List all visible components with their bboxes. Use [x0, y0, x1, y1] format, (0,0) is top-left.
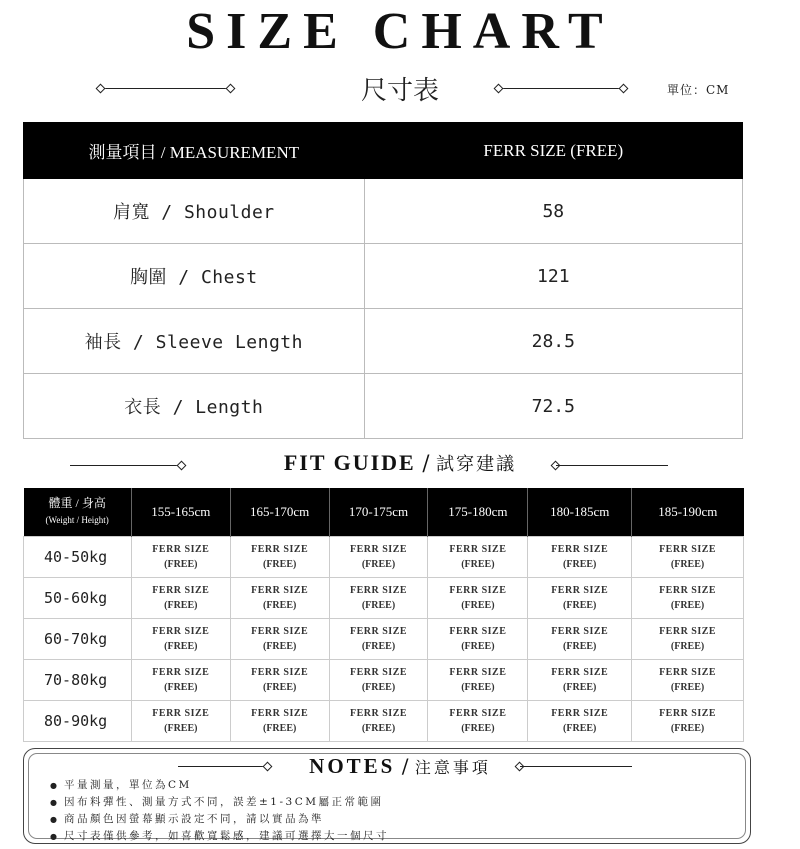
fit-cell-size: FERR SIZE: [551, 543, 609, 555]
fit-cell-free: (FREE): [563, 681, 597, 693]
fit-cell-size: FERR SIZE: [551, 584, 609, 596]
height-header: 165-170cm: [230, 488, 329, 536]
table-row: [24, 374, 743, 439]
fit-cell-size: FERR SIZE: [551, 625, 609, 637]
fit-cell: [131, 659, 230, 700]
fit-cell: [329, 659, 428, 700]
fit-cell: [329, 577, 428, 618]
fit-cell: [632, 659, 744, 700]
fit-cell: [131, 536, 230, 577]
note-item: ● 平量測量，單位為CM: [50, 777, 389, 794]
header-size: FERR SIZE (FREE): [364, 123, 742, 179]
table-row: [24, 618, 744, 659]
fit-cell-free: (FREE): [361, 558, 396, 570]
fit-cell-free: (FREE): [563, 558, 597, 570]
fit-cell-free: (FREE): [670, 640, 705, 652]
measurement-value: 121: [364, 244, 742, 309]
fit-cell-free: (FREE): [670, 681, 705, 693]
fit-cell: [230, 700, 329, 741]
fit-cell-size: FERR SIZE: [659, 666, 717, 678]
fit-cell-free: (FREE): [262, 640, 297, 652]
fit-cell-size: FERR SIZE: [350, 707, 408, 719]
measurement-label: 肩寬 / Shoulder: [24, 179, 365, 244]
fit-cell-size: FERR SIZE: [449, 707, 507, 719]
fit-cell-free: (FREE): [361, 722, 396, 734]
fit-cell: [329, 618, 428, 659]
fit-cell: [528, 618, 632, 659]
fit-cell-free: (FREE): [262, 722, 297, 734]
table-row: [24, 179, 743, 244]
fit-cell-size: FERR SIZE: [449, 584, 507, 596]
table-header-row: [24, 123, 743, 179]
table-row: [24, 659, 744, 700]
fit-cell-size: FERR SIZE: [350, 543, 408, 555]
weight-label: 50-60kg: [24, 577, 132, 618]
fit-guide-title-en: FIT GUIDE: [283, 450, 416, 475]
fit-cell-free: (FREE): [262, 681, 297, 693]
page-title: SIZE CHART: [186, 3, 614, 60]
note-item: ● 因布料彈性、測量方式不同，誤差±1-3CM屬正常範圍: [50, 794, 389, 811]
fit-cell: [428, 618, 528, 659]
fit-cell: [632, 577, 744, 618]
fit-cell: [528, 577, 632, 618]
fit-cell-free: (FREE): [461, 722, 495, 734]
fit-cell-free: (FREE): [670, 558, 705, 570]
subtitle: 尺寸表: [360, 76, 439, 106]
fit-cell-size: FERR SIZE: [251, 707, 309, 719]
fit-header-row: [24, 488, 744, 536]
fit-cell-free: (FREE): [164, 722, 198, 734]
measurement-value: 72.5: [364, 374, 742, 439]
fit-cell-free: (FREE): [164, 599, 198, 611]
fit-guide-title-zh: 試穿建議: [436, 454, 517, 475]
fit-cell-size: FERR SIZE: [449, 543, 507, 555]
title-separator: /: [401, 754, 409, 778]
fit-cell-size: FERR SIZE: [251, 666, 309, 678]
fit-cell-free: (FREE): [461, 640, 495, 652]
measurement-label: 胸圍 / Chest: [24, 244, 365, 309]
fit-cell: [230, 618, 329, 659]
fit-cell-free: (FREE): [670, 599, 705, 611]
divider-right: [498, 88, 623, 89]
table-row: [24, 577, 744, 618]
fit-cell-size: FERR SIZE: [659, 625, 717, 637]
title-separator: /: [422, 451, 430, 475]
note-item: ● 尺寸表僅供參考，如喜歡寬鬆感，建議可選擇大一個尺寸: [50, 828, 389, 845]
fit-cell-size: FERR SIZE: [659, 707, 717, 719]
table-row: [24, 700, 744, 741]
fit-cell-free: (FREE): [164, 640, 198, 652]
measurement-value: 58: [364, 179, 742, 244]
fit-cell-size: FERR SIZE: [551, 666, 609, 678]
notes-list: [50, 777, 389, 845]
fit-cell: [528, 536, 632, 577]
fit-cell-free: (FREE): [461, 558, 495, 570]
table-row: [24, 309, 743, 374]
fit-cell: [428, 577, 528, 618]
fit-cell: [528, 659, 632, 700]
measurement-table: [23, 122, 743, 439]
fit-cell: [428, 700, 528, 741]
fit-cell: [632, 536, 744, 577]
corner-header: [24, 488, 132, 536]
header-measurement: 測量項目 / MEASUREMENT: [24, 123, 365, 179]
fit-cell-free: (FREE): [461, 599, 495, 611]
height-header: 180-185cm: [528, 488, 632, 536]
fit-cell: [131, 577, 230, 618]
height-header: 155-165cm: [131, 488, 230, 536]
weight-label: 80-90kg: [24, 700, 132, 741]
fit-cell: [329, 536, 428, 577]
measurement-label: 衣長 / Length: [24, 374, 365, 439]
unit-label: 單位：CM: [667, 83, 730, 97]
height-header: 185-190cm: [632, 488, 744, 536]
fit-cell-free: (FREE): [361, 681, 396, 693]
fit-cell: [632, 700, 744, 741]
fit-cell: [230, 536, 329, 577]
fit-guide-table: [23, 488, 744, 742]
fit-cell-size: FERR SIZE: [251, 625, 309, 637]
fit-cell-size: FERR SIZE: [152, 584, 210, 596]
fit-cell-free: (FREE): [461, 681, 495, 693]
fit-cell-size: FERR SIZE: [251, 543, 309, 555]
fit-cell-free: (FREE): [262, 558, 297, 570]
fit-cell-free: (FREE): [262, 599, 297, 611]
fit-cell-size: FERR SIZE: [152, 666, 210, 678]
fit-cell-size: FERR SIZE: [350, 625, 408, 637]
note-item: ● 商品顏色因螢幕顯示設定不同，請以實品為準: [50, 811, 389, 828]
fit-cell: [131, 700, 230, 741]
measurement-value: 28.5: [364, 309, 742, 374]
corner-line-2: (Weight / Height): [45, 514, 109, 525]
fit-cell-free: (FREE): [361, 640, 396, 652]
fit-cell-size: FERR SIZE: [659, 543, 717, 555]
fit-cell-free: (FREE): [563, 722, 597, 734]
weight-label: 60-70kg: [24, 618, 132, 659]
fit-cell: [428, 536, 528, 577]
notes-title: [0, 754, 800, 779]
fit-cell-free: (FREE): [361, 599, 396, 611]
measurement-label: 袖長 / Sleeve Length: [24, 309, 365, 374]
table-row: [24, 536, 744, 577]
divider-right: [556, 465, 668, 466]
fit-cell: [230, 659, 329, 700]
fit-cell-size: FERR SIZE: [551, 707, 609, 719]
fit-cell-size: FERR SIZE: [152, 707, 210, 719]
fit-cell-size: FERR SIZE: [251, 584, 309, 596]
notes-title-en: NOTES: [309, 754, 396, 778]
weight-label: 70-80kg: [24, 659, 132, 700]
fit-cell-free: (FREE): [164, 681, 198, 693]
fit-cell-size: FERR SIZE: [152, 543, 210, 555]
weight-label: 40-50kg: [24, 536, 132, 577]
table-row: [24, 244, 743, 309]
fit-cell: [230, 577, 329, 618]
fit-cell-size: FERR SIZE: [449, 625, 507, 637]
fit-cell: [528, 700, 632, 741]
fit-cell-free: (FREE): [164, 558, 198, 570]
fit-cell-size: FERR SIZE: [659, 584, 717, 596]
fit-cell-size: FERR SIZE: [449, 666, 507, 678]
fit-cell-size: FERR SIZE: [152, 625, 210, 637]
fit-cell: [632, 618, 744, 659]
fit-guide-heading-row: [0, 450, 800, 480]
notes-title-zh: 注意事項: [414, 758, 491, 777]
corner-line-1: 體重 / 身高: [48, 495, 106, 510]
height-header: 170-175cm: [329, 488, 428, 536]
fit-cell: [428, 659, 528, 700]
fit-guide-title: [0, 450, 800, 476]
fit-cell: [131, 618, 230, 659]
fit-cell-size: FERR SIZE: [350, 666, 408, 678]
fit-cell-free: (FREE): [670, 722, 705, 734]
fit-cell: [329, 700, 428, 741]
fit-cell-free: (FREE): [563, 640, 597, 652]
height-header: 175-180cm: [428, 488, 528, 536]
fit-cell-free: (FREE): [563, 599, 597, 611]
fit-cell-size: FERR SIZE: [350, 584, 408, 596]
